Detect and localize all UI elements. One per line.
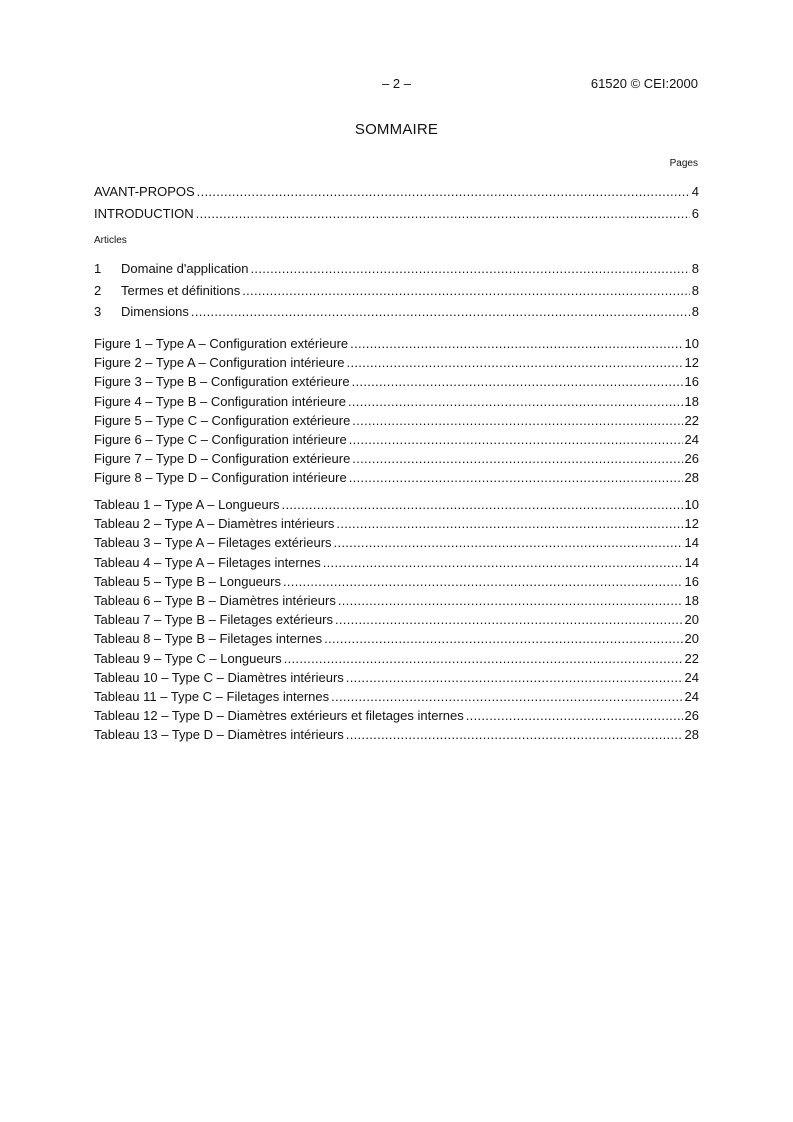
toc-entry[interactable] [94,629,699,648]
toc-entry-label: Tableau 2 – Type A – Diamètres intérieurs [94,516,335,532]
toc-leader-dots [352,449,682,468]
toc-entry-label: Domaine d'application [121,261,249,276]
toc-entry-page: 8 [691,282,699,298]
toc-leader-dots [466,706,683,725]
toc-entry[interactable] [94,392,699,411]
page-title: SOMMAIRE [354,121,439,138]
toc-entry[interactable] [94,591,699,610]
toc-entry-page: 18 [684,393,699,409]
toc-entry-page: 24 [684,669,699,685]
toc-articles [94,258,699,323]
page-number: – 2 – [382,76,411,91]
toc-entry-label: Figure 8 – Type D – Configuration intérieure [94,470,347,486]
document-reference: 61520 © CEI:2000 [590,76,698,91]
toc-entry-page: 22 [684,650,699,666]
toc-leader-dots [323,553,683,572]
toc-entry[interactable] [94,430,699,449]
toc-entry-label: Termes et définitions [121,282,241,298]
toc-entry-label: Tableau 4 – Type A – Filetages internes [94,554,321,570]
pages-column-label: Pages [669,158,698,169]
toc-entry[interactable] [94,514,699,533]
toc-entry[interactable] [94,495,699,514]
toc-leader-dots [350,334,682,353]
toc-entry-page: 6 [691,206,699,221]
toc-leader-dots [346,668,683,687]
toc-entry[interactable] [94,706,699,725]
toc-entry-page: 20 [684,631,699,647]
toc-entry[interactable] [94,610,699,629]
toc-leader-dots [349,468,683,487]
toc-leader-dots [336,514,682,533]
toc-entry-page: 12 [684,516,699,532]
toc-entry-page: 10 [684,336,699,351]
toc-entry-label: Figure 3 – Type B – Configuration extérieure [94,374,350,390]
toc-leader-dots [283,572,683,591]
toc-entry-page: 8 [691,261,699,276]
toc-leader-dots [196,203,690,225]
toc-entry[interactable] [94,468,699,487]
toc-entry-label: Tableau 1 – Type A – Longueurs [94,497,280,512]
toc-leader-dots [335,610,683,629]
toc-entry-page: 28 [684,727,699,743]
toc-entry-label: Figure 1 – Type A – Configuration extérieure [94,336,349,351]
toc-entry-page: 14 [684,554,699,570]
toc-entry-page: 4 [691,184,699,199]
toc-entry[interactable] [94,353,699,372]
toc-entry[interactable] [94,258,699,280]
toc-entry[interactable] [94,181,699,203]
toc-entry-label: Tableau 11 – Type C – Filetages internes [94,688,330,704]
toc-entry-number: 1 [94,261,102,276]
toc-entry[interactable] [94,649,699,668]
toc-entry[interactable] [94,372,699,391]
toc-entry-label: INTRODUCTION [94,206,194,221]
toc-entry-label: Tableau 5 – Type B – Longueurs [94,573,281,589]
toc-leader-dots [191,301,690,323]
toc-leader-dots [251,258,690,280]
toc-entry[interactable] [94,203,699,225]
toc-entry-page: 20 [684,612,699,628]
toc-figures [94,334,699,488]
toc-entry-label: Tableau 13 – Type D – Diamètres intérieurs [94,727,344,743]
toc-entry-label: Tableau 9 – Type C – Longueurs [94,650,282,666]
toc-entry[interactable] [94,553,699,572]
toc-entry-page: 22 [684,412,699,428]
toc-leader-dots [282,495,683,514]
toc-entry-page: 8 [691,304,699,319]
toc-entry-page: 16 [684,374,699,390]
toc-leader-dots [349,430,683,449]
toc-leader-dots [197,181,690,203]
toc-entry[interactable] [94,301,699,323]
toc-entry-label: AVANT-PROPOS [94,184,195,199]
toc-entry-label: Tableau 12 – Type D – Diamètres extérieurs et filetages internes [94,708,464,724]
toc-entry-page: 24 [684,431,699,447]
toc-entry[interactable] [94,668,699,687]
toc-leader-dots [331,687,682,706]
toc-entry[interactable] [94,725,699,744]
toc-entry[interactable] [94,411,699,430]
toc-entry-label: Figure 5 – Type C – Configuration extérieure [94,412,351,428]
toc-entry-page: 12 [684,355,699,371]
toc-entry-label: Dimensions [121,304,189,319]
toc-leader-dots [338,591,683,610]
toc-leader-dots [324,629,682,648]
toc-entry[interactable] [94,449,699,468]
toc-entry-page: 10 [684,497,699,512]
toc-entry[interactable] [94,687,699,706]
toc-entry-page: 24 [684,688,699,704]
toc-leader-dots [347,353,683,372]
toc-leader-dots [348,392,683,411]
toc-leader-dots [352,411,682,430]
toc-entry[interactable] [94,533,699,552]
toc-entry-label: Tableau 8 – Type B – Filetages internes [94,631,323,647]
toc-entry-label: Figure 7 – Type D – Configuration extérieure [94,451,351,467]
toc-entry-number: 3 [94,304,102,319]
toc-leader-dots [242,280,690,302]
toc-entry-label: Figure 6 – Type C – Configuration intérieure [94,431,347,447]
toc-entry-number: 2 [94,282,102,298]
toc-entry-page: 26 [684,451,699,467]
toc-tables [94,495,699,744]
toc-leader-dots [346,725,683,744]
toc-entry[interactable] [94,334,699,353]
toc-leader-dots [334,533,683,552]
toc-entry-page: 16 [684,573,699,589]
toc-entry-label: Figure 4 – Type B – Configuration intérieure [94,393,346,409]
toc-entry-page: 18 [684,592,699,608]
toc-entry-label: Tableau 7 – Type B – Filetages extérieurs [94,612,333,628]
toc-entry-label: Figure 2 – Type A – Configuration intérieure [94,355,345,371]
toc-entry-page: 14 [684,535,699,551]
toc-entry-page: 28 [684,470,699,486]
toc-leader-dots [352,372,683,391]
toc-front-matter [94,181,699,225]
toc-leader-dots [284,649,683,668]
toc-entry-page: 26 [684,708,699,724]
toc-entry[interactable] [94,280,699,302]
toc-entry-label: Tableau 3 – Type A – Filetages extérieurs [94,535,332,551]
toc-entry-label: Tableau 6 – Type B – Diamètres intérieurs [94,592,336,608]
toc-entry[interactable] [94,572,699,591]
articles-label: Articles [94,235,127,246]
toc-entry-label: Tableau 10 – Type C – Diamètres intérieurs [94,669,344,685]
